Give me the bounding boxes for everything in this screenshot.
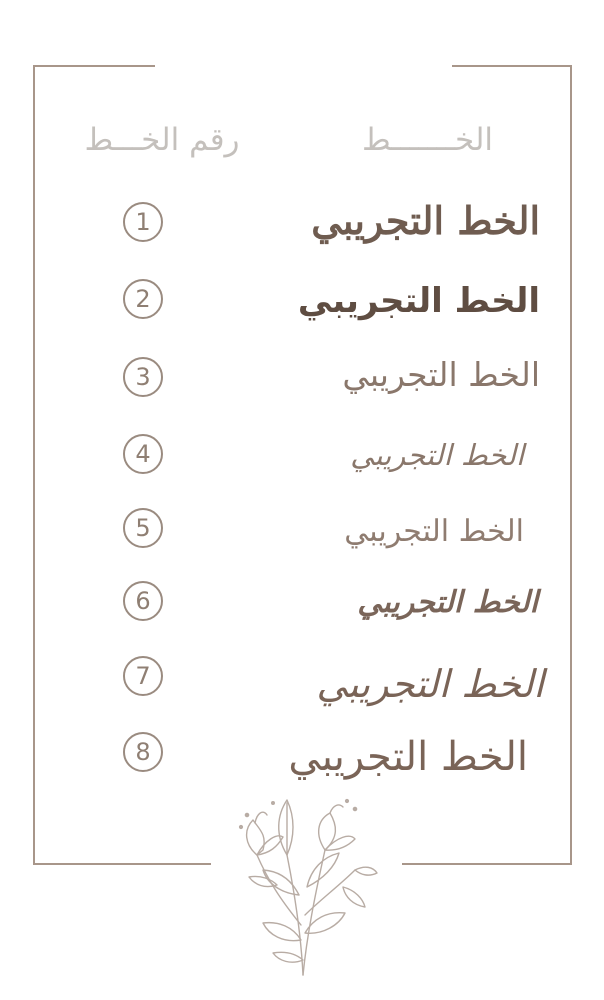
list-item [0,640,604,710]
font-sample: الخط التجريبي [344,514,524,549]
number-badge: 2 [123,279,163,319]
number-badge: 5 [123,508,163,548]
list-item [0,343,604,413]
frame-bottom-right [402,863,572,865]
font-sample: الخط التجريبي [357,585,538,620]
list-item [0,265,604,335]
number-badge: 7 [123,656,163,696]
number-badge: 6 [123,581,163,621]
number-badge: 1 [123,202,163,242]
list-item [0,420,604,490]
list-item [0,492,604,562]
flower-branch-icon [215,775,385,980]
list-item [0,190,604,260]
frame-bottom-left [33,863,211,865]
list-item [0,567,604,637]
font-sample: الخط التجريبي [288,734,528,780]
font-sample: الخط التجريبي [342,355,540,394]
font-sample: الخط التجريبي [297,281,540,321]
font-sample: الخط التجريبي [311,198,540,243]
column-header-number: رقم الخـــط [84,122,240,158]
number-badge: 8 [123,732,163,772]
frame-top-right [452,65,572,67]
column-header-font: الخـــــــط [361,122,494,158]
frame-top-left [33,65,155,67]
number-badge: 3 [123,357,163,397]
font-sample: الخط التجريبي [316,662,544,706]
number-badge: 4 [123,434,163,474]
font-sample: الخط التجريبي [350,438,524,472]
